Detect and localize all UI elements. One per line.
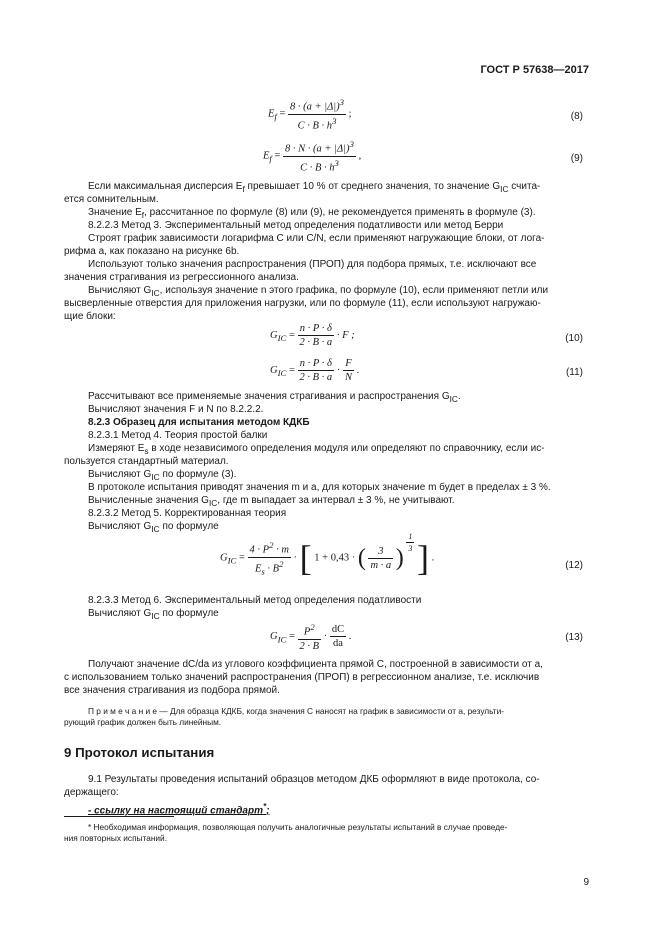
subsection-heading: 8.2.3.3 Метод 6. Экспериментальный метод определения податливости bbox=[88, 595, 422, 606]
footnote-line: * Необходимая информация, позволяющая получить аналогичные результаты испытаний в случае проведе- bbox=[88, 822, 508, 832]
formula-8-number: (8) bbox=[570, 111, 583, 122]
text-line: Вычисляют значения F и N по 8.2.2.2. bbox=[88, 404, 264, 415]
text-line: Вычисляют $G_{IC}$ по формуле bbox=[88, 608, 219, 621]
text-line: Вычисляют $G_{IC}$, используя значение n этого графика, по формуле (10), если применяют петли или bbox=[88, 285, 549, 298]
subsection-heading: 8.2.3 Образец для испытания методом КДКБ bbox=[88, 417, 310, 428]
text-line: Используют только значения распространения (ПРОП) для подбора прямых, т.е. исключают все bbox=[88, 259, 537, 270]
subsection-heading: 8.2.3.1 Метод 4. Теория простой балки bbox=[88, 430, 268, 441]
formula-12-number: (12) bbox=[565, 560, 583, 571]
text-line: щие блоки: bbox=[64, 311, 116, 322]
formula-13: $G_{IC}$ = $\frac{P^2}{2 \cdot B}$ · $\frac{dC}{da}$ . bbox=[270, 622, 352, 652]
text-line: Строят график зависимости логарифма C или C/N, если применяют нагружающие блоки, от лога- bbox=[88, 233, 545, 244]
text-line: рифма a, как показано на рисунке 6b. bbox=[64, 246, 240, 257]
text-line: Вычисляют $G_{IC}$ по формуле (3). bbox=[88, 469, 237, 482]
text-line: все значения страгивания из подбора прямой. bbox=[64, 685, 280, 696]
footnote-line: ния повторных испытаний. bbox=[64, 833, 167, 843]
footnote-divider bbox=[64, 816, 174, 817]
formula-13-number: (13) bbox=[565, 632, 583, 643]
text-line: пользуется стандартный материал. bbox=[64, 456, 229, 467]
text-line: Измеряют $E_s$ в ходе независимого определения модуля или определяют по справочнику, если ис- bbox=[88, 443, 545, 456]
text-line: высверленные отверстия для приложения нагрузки, или по формуле (11), если используют нагружаю- bbox=[64, 298, 541, 309]
text-line: Значение $E_f$, рассчитанное по формуле (8) или (9), не рекомендуется применять в формуле (3). bbox=[88, 207, 536, 220]
note-line: П р и м е ч а н и е — Для образца КДКБ, когда значения C наносят на график в зависимости от a, результи- bbox=[88, 706, 505, 716]
text-line: держащего: bbox=[64, 787, 119, 798]
text-line: Рассчитывают все применяемые значения страгивания и распространения $G_{IC}$. bbox=[88, 391, 461, 404]
text-line: Вычисляют $G_{IC}$ по формуле bbox=[88, 521, 219, 534]
text-line: ется сомнительным. bbox=[64, 194, 159, 205]
section-9-heading: 9 Протокол испытания bbox=[64, 745, 215, 760]
formula-10-number: (10) bbox=[565, 333, 583, 344]
list-item: - ссылку на настоящий стандарт*; bbox=[88, 801, 270, 817]
text-line: значения страгивания из регрессионного анализа. bbox=[64, 272, 299, 283]
text-line: Если максимальная дисперсия $E_f$ превышает 10 % от среднего значения, то значение $G_{IC}$ счита- bbox=[88, 181, 541, 194]
formula-8: $E_f$ = $\frac{8 \cdot (a + |\Delta|)^3}{C \cdot B \cdot h^3}$ ; bbox=[268, 97, 352, 131]
formula-10: $G_{IC}$ = $\frac{n \cdot P \cdot \delta}{2 \cdot B \cdot a}$ · F ; bbox=[270, 323, 355, 348]
text-line: В протоколе испытания приводят значения m и a, для которых значение m будет в пределах ± 3 %. bbox=[88, 482, 551, 493]
document-standard-number: ГОСТ Р 57638—2017 bbox=[480, 64, 589, 76]
formula-9: $E_f$ = $\frac{8 \cdot N \cdot (a + |\Delta|)^3}{C \cdot B \cdot h^3}$ , bbox=[263, 139, 362, 173]
text-line: Вычисленные значения $G_{IC}$, где m выпадает за интервал ± 3 %, не учитывают. bbox=[88, 495, 455, 508]
formula-11-number: (11) bbox=[565, 367, 583, 378]
note-line: рующий график должен быть линейным. bbox=[64, 717, 222, 727]
formula-11: $G_{IC}$ = $\frac{n \cdot P \cdot \delta}{2 \cdot B \cdot a}$ · $\frac{F}{N}$ . bbox=[270, 358, 360, 383]
subsection-heading: 8.2.2.3 Метод 3. Экспериментальный метод определения податливости или метод Берри bbox=[88, 220, 504, 231]
page-number: 9 bbox=[583, 877, 589, 888]
formula-12: $G_{IC}$ = $\frac{4 \cdot P^2 \cdot m}{E_s \cdot B^2}$ · [ 1 + 0,43 · ( $\frac{3}{m \cdot a}$ ) $\frac{1}{3}$ ] . bbox=[220, 532, 435, 579]
text-line: 9.1 Результаты проведения испытаний образцов методом ДКБ оформляют в виде протокола, со- bbox=[88, 774, 540, 785]
text-line: Получают значение dC/da из углового коэффициента прямой C, построенной в зависимости от a, bbox=[88, 659, 543, 670]
text-line: с использованием только значений распространения (ПРОП) в регрессионном анализе, т.е. исключив bbox=[64, 672, 540, 683]
subsection-heading: 8.2.3.2 Метод 5. Корректированная теория bbox=[88, 508, 287, 519]
formula-9-number: (9) bbox=[570, 153, 583, 164]
